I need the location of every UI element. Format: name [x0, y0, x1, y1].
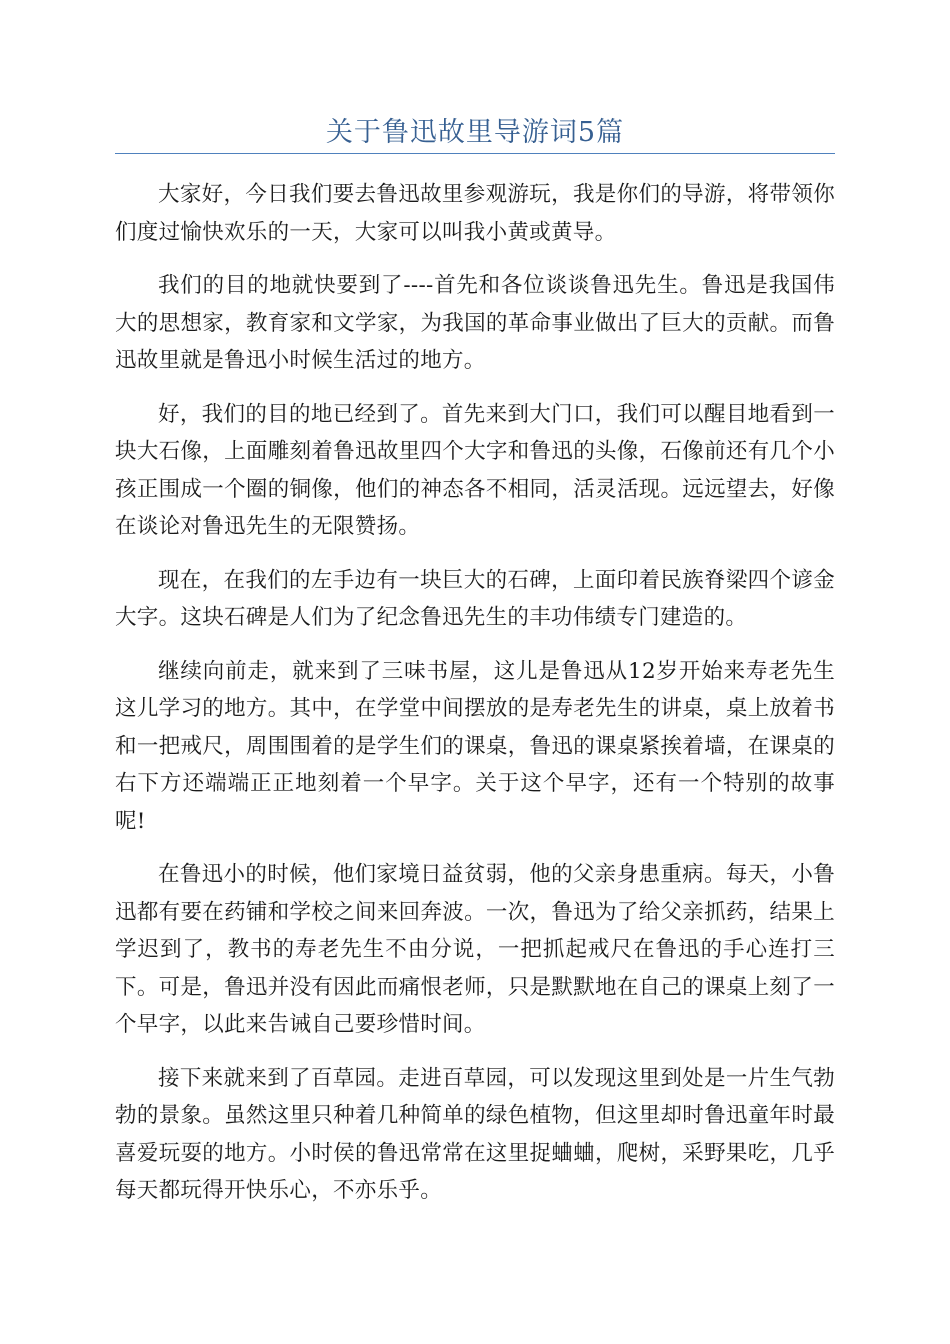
paragraph-5: 继续向前走，就来到了三味书屋，这儿是鲁迅从12岁开始来寿老先生这儿学习的地方。其中，在学堂中间摆放的是寿老先生的讲桌，桌上放着书和一把戒尺，周围围着的是学生们的课桌，鲁迅的课桌紧挨着墙，在课桌的右下方还端端正正地刻着一个早字。关于这个早字，还有一个特别的故事呢! — [115, 658, 835, 834]
document-body — [115, 176, 835, 1226]
paragraph-7: 接下来就来到了百草园。走进百草园，可以发现这里到处是一片生气勃勃的景象。虽然这里只种着几种简单的绿色植物，但这里却时鲁迅童年时最喜爱玩耍的地方。小时侯的鲁迅常常在这里捉蛐蛐，爬树，采野果吃，几乎每天都玩得开快乐心，不亦乐乎。 — [115, 1065, 835, 1203]
paragraph-1: 大家好，今日我们要去鲁迅故里参观游玩，我是你们的导游，将带领你们度过愉快欢乐的一天，大家可以叫我小黄或黄导。 — [115, 182, 835, 245]
paragraph-4: 现在，在我们的左手边有一块巨大的石碑，上面印着民族脊梁四个谚金大字。这块石碑是人们为了纪念鲁迅先生的丰功伟绩专门建造的。 — [115, 567, 835, 630]
paragraph-2: 我们的目的地就快要到了----首先和各位谈谈鲁迅先生。鲁迅是我国伟大的思想家，教育家和文学家，为我国的革命事业做出了巨大的贡献。而鲁迅故里就是鲁迅小时候生活过的地方。 — [115, 273, 835, 373]
title-underline — [115, 153, 835, 154]
paragraph-6: 在鲁迅小的时候，他们家境日益贫弱，他的父亲身患重病。每天，小鲁迅都有要在药铺和学校之间来回奔波。一次，鲁迅为了给父亲抓药，结果上学迟到了，教书的寿老先生不由分说，一把抓起戒尺在鲁迅的手心连打三下。可是，鲁迅并没有因此而痛恨老师，只是默默地在自己的课桌上刻了一个早字，以此来告诫自己要珍惜时间。 — [115, 862, 835, 1037]
document-title: 关于鲁迅故里导游词5篇 — [325, 117, 625, 148]
paragraph-3: 好，我们的目的地已经到了。首先来到大门口，我们可以醒目地看到一块大石像，上面雕刻着鲁迅故里四个大字和鲁迅的头像，石像前还有几个小孩正围成一个圈的铜像，他们的神态各不相同，活灵活现。远远望去，好像在谈论对鲁迅先生的无限赞扬。 — [115, 401, 835, 539]
